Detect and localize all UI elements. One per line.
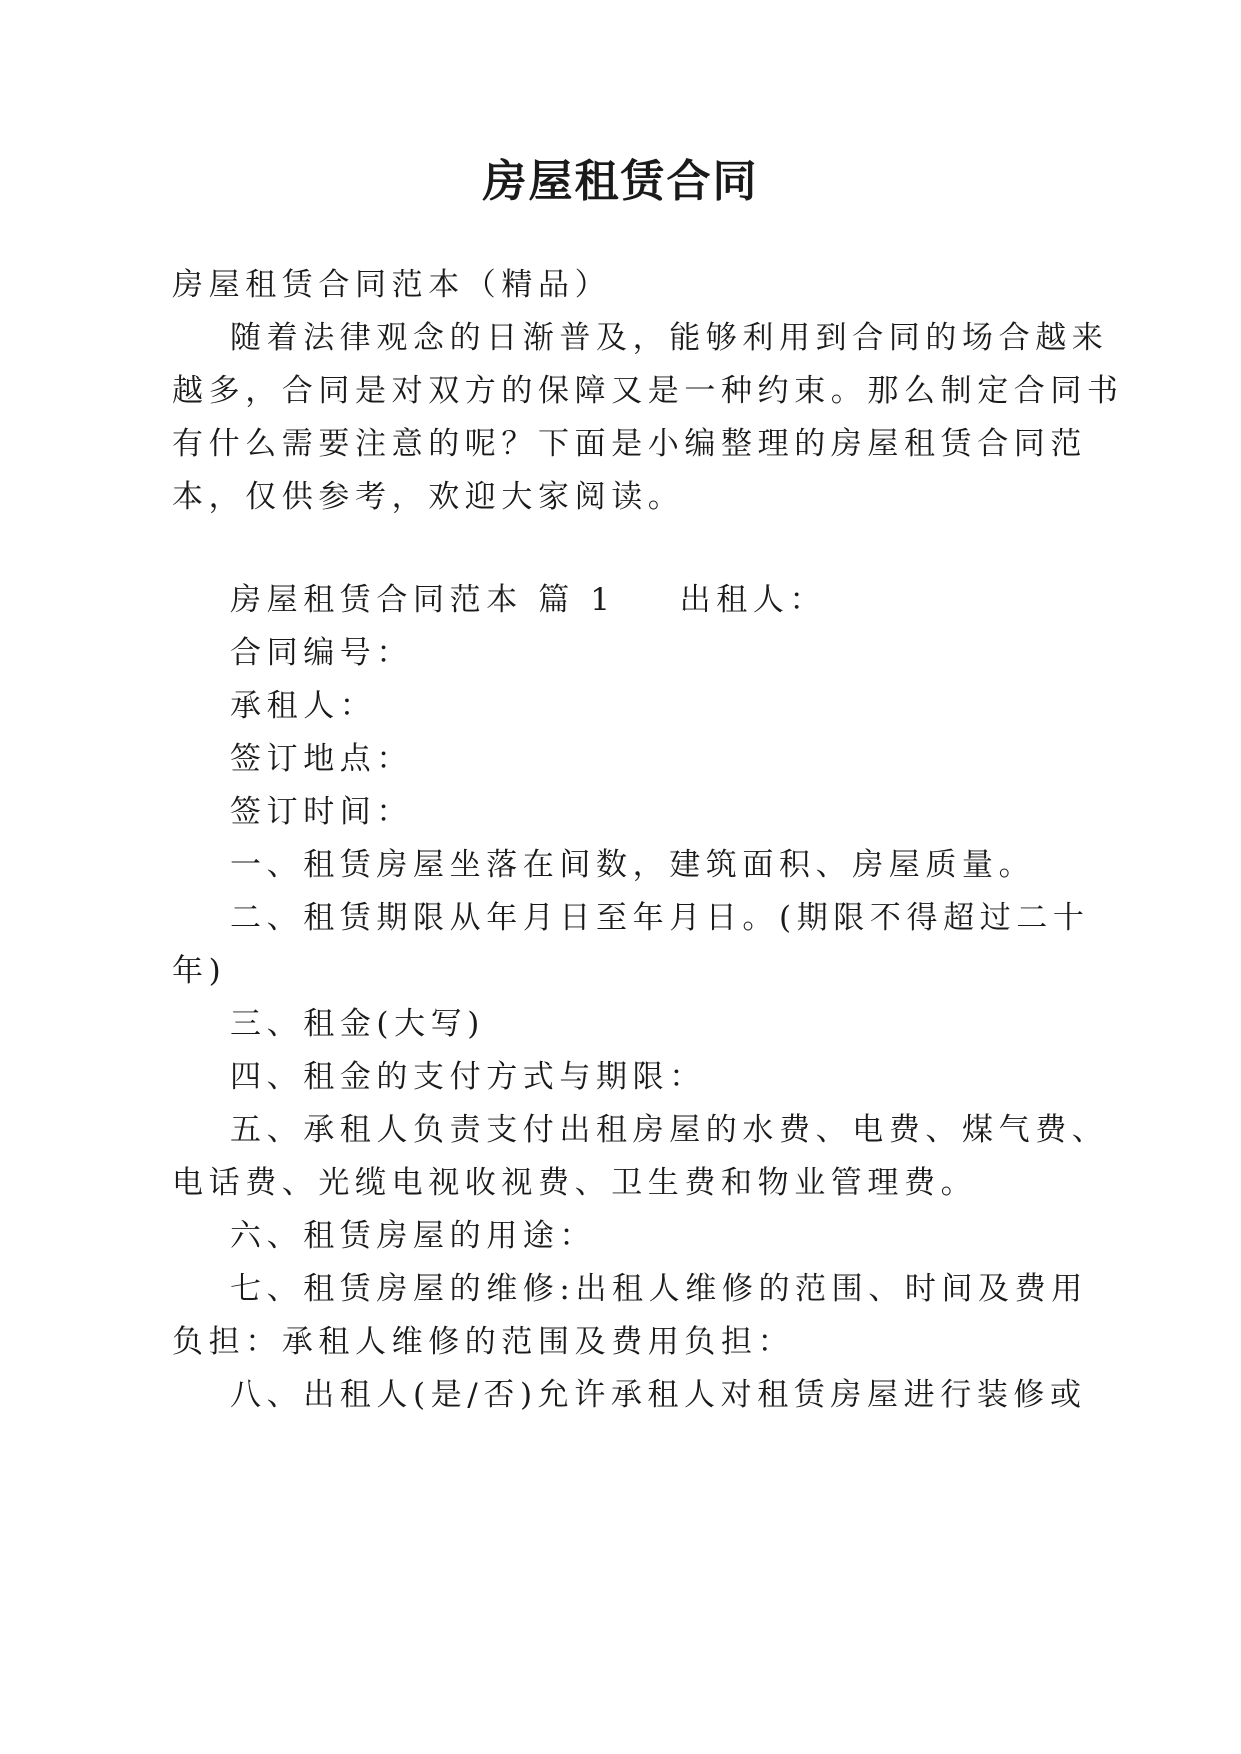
field-lessee: 承租人： [230,688,377,724]
clause-7-cont: 负担：承租人维修的范围及费用负担： [172,1324,795,1360]
section-heading: 房屋租赁合同范本 篇 1 [230,582,616,618]
clause-5: 五、承租人负责支付出租房屋的水费、电费、煤气费、 [230,1112,1109,1148]
intro-line-2: 越多，合同是对双方的保障又是一种约束。那么制定合同书 [172,373,1124,409]
clause-4: 四、租金的支付方式与期限： [230,1059,706,1095]
clause-7: 七、租赁房屋的维修:出租人维修的范围、时间及费用 [230,1271,1088,1307]
section-heading-line [230,580,826,620]
field-contract-no: 合同编号： [230,635,413,671]
field-sign-place: 签订地点： [230,741,413,777]
clause-6: 六、租赁房屋的用途： [230,1218,596,1254]
clause-5-cont: 电话费、光缆电视收视费、卫生费和物业管理费。 [172,1165,978,1201]
intro-line-4: 本，仅供参考，欢迎大家阅读。 [172,479,685,515]
clause-3: 三、租金(大写) [230,1006,485,1042]
intro-line-1: 随着法律观念的日渐普及，能够利用到合同的场合越来 [230,320,1109,356]
document-title: 房屋租赁合同 [482,156,759,207]
lessor-label: 出租人： [679,582,827,618]
intro-line-3: 有什么需要注意的呢？下面是小编整理的房屋租赁合同范 [172,426,1087,462]
clause-1: 一、租赁房屋坐落在间数，建筑面积、房屋质量。 [230,847,1036,883]
clause-8: 八、出租人(是/否)允许承租人对租赁房屋进行装修或 [230,1377,1087,1413]
field-sign-time: 签订时间： [230,794,413,830]
clause-2-cont: 年) [172,953,227,989]
document-subtitle: 房屋租赁合同范本（精品） [172,267,612,303]
clause-2: 二、租赁期限从年月日至年月日。(期限不得超过二十 [230,900,1090,936]
